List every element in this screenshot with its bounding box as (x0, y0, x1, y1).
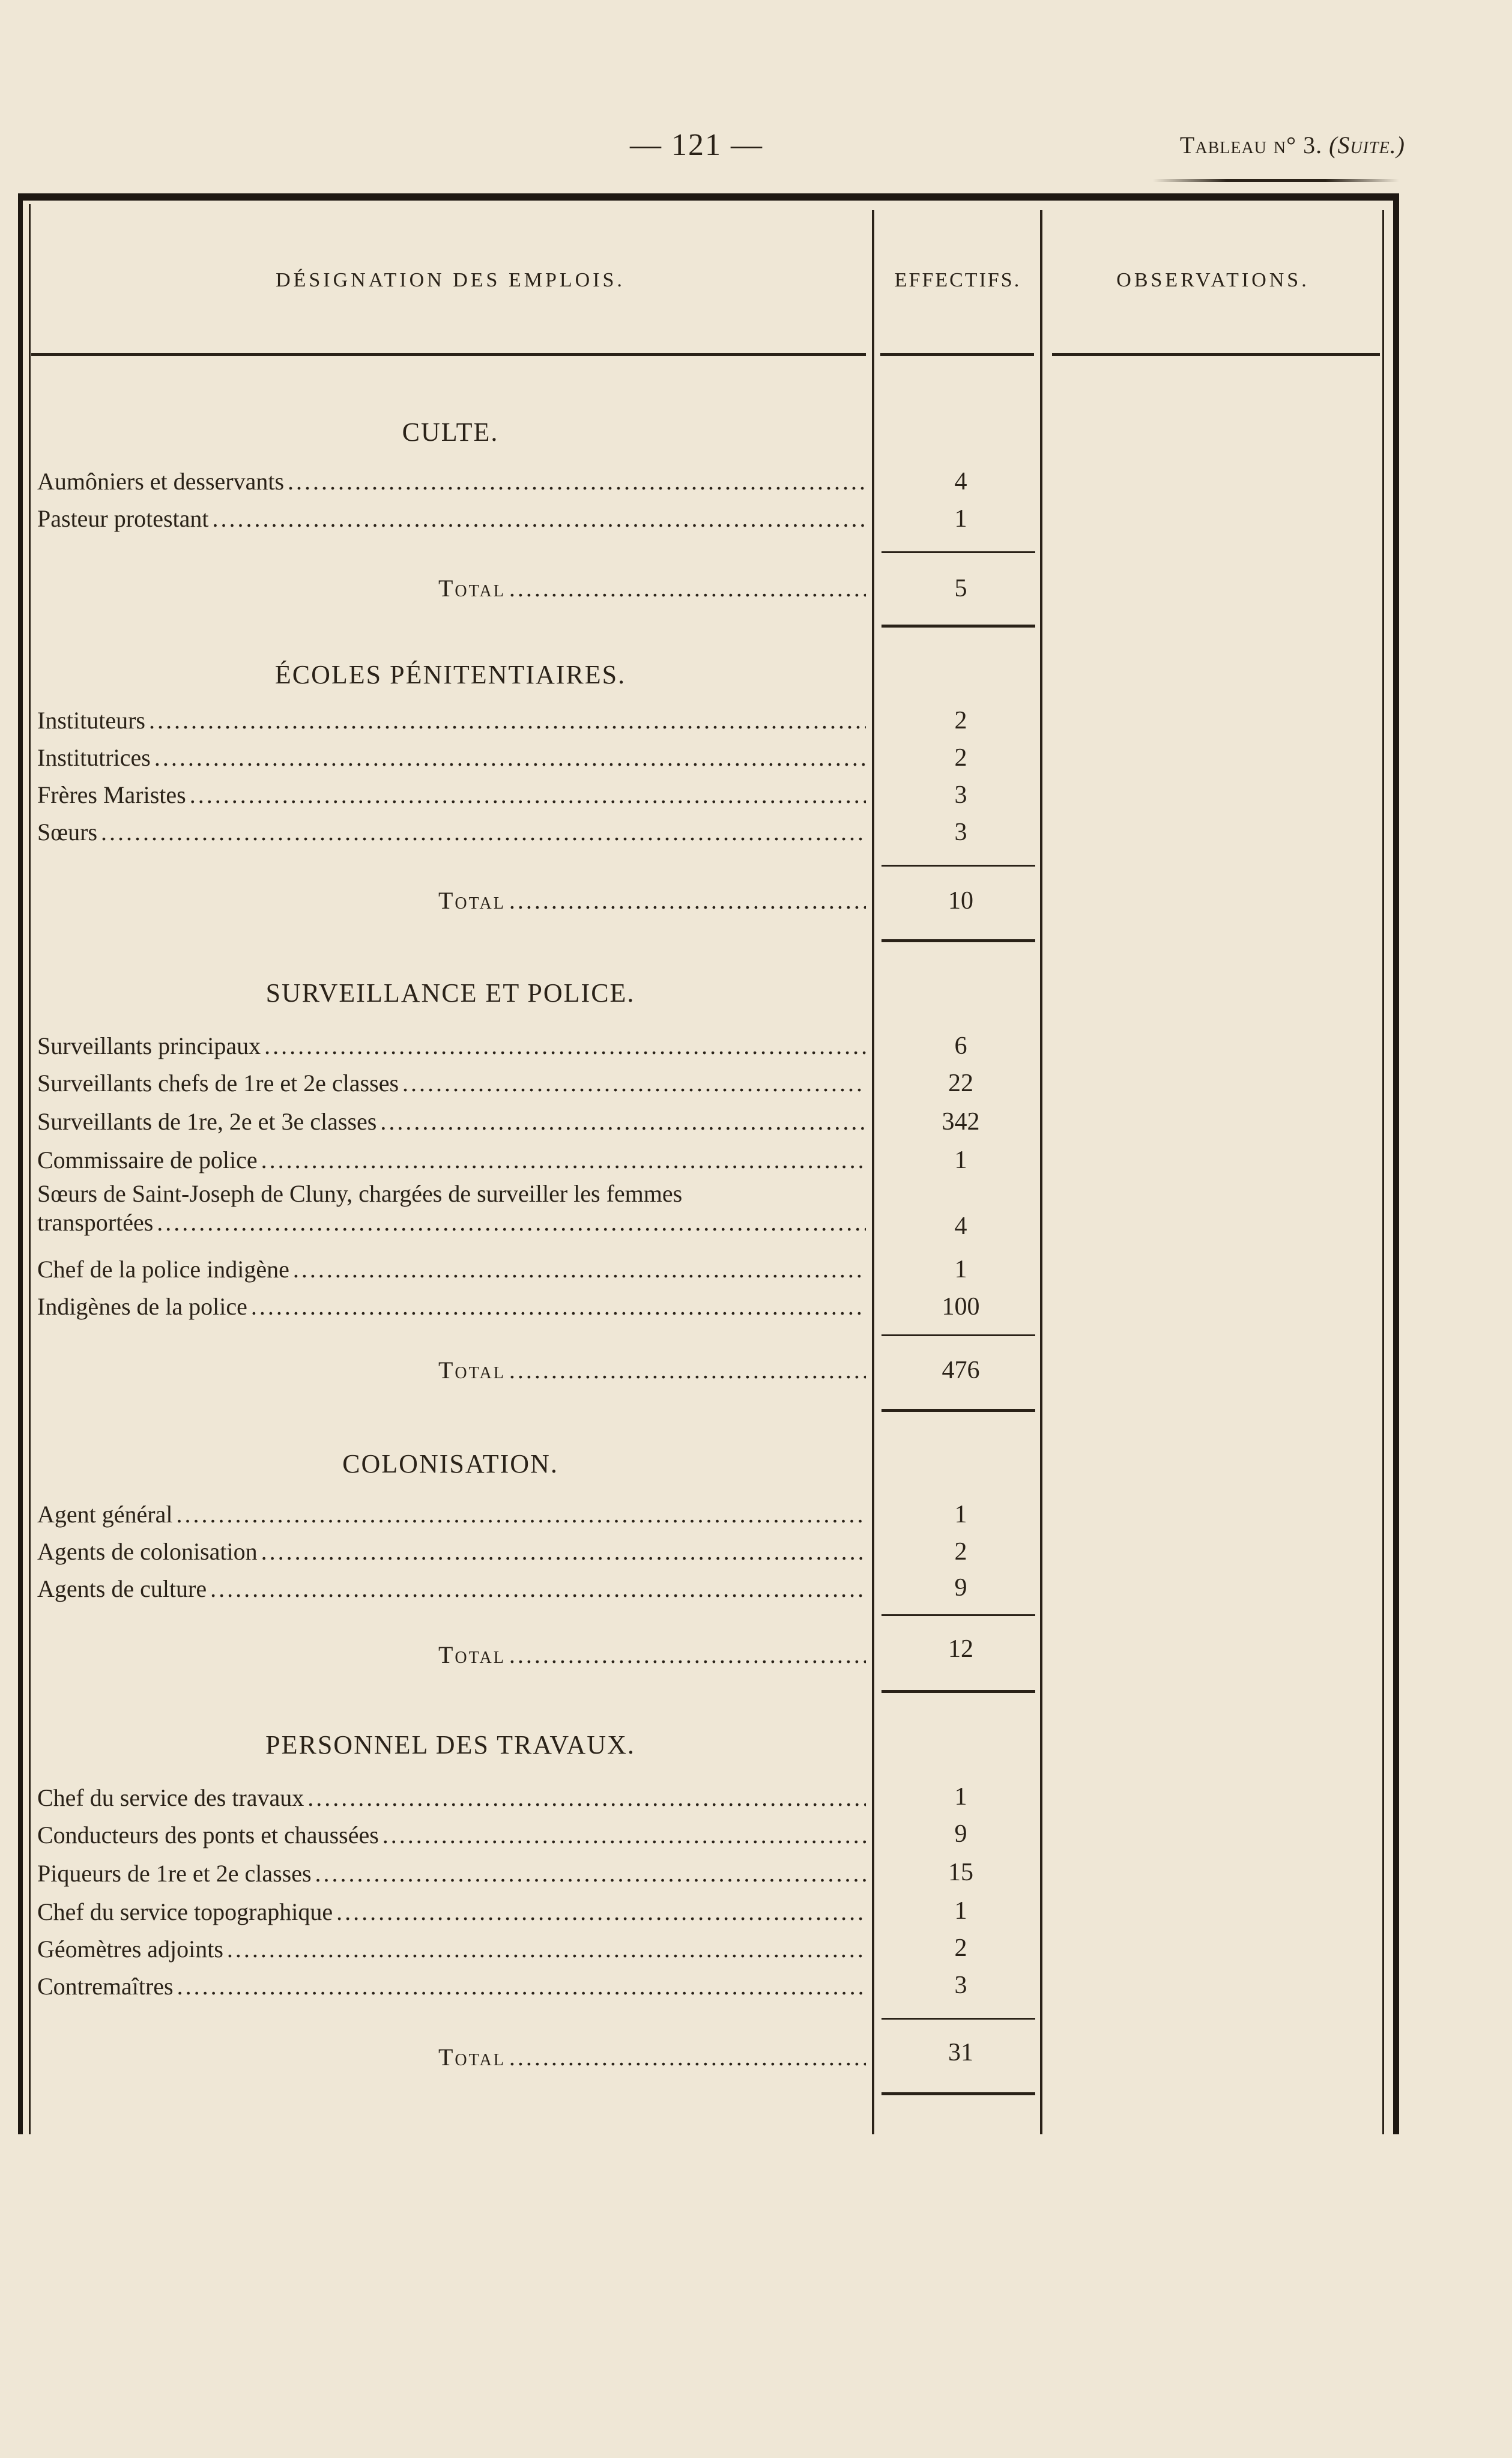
section-rule (881, 939, 1035, 942)
section-rule (881, 2092, 1035, 2095)
row-value: 3 (954, 781, 967, 809)
inner-left-rule (29, 204, 31, 2134)
row-value: 9 (954, 1820, 967, 1848)
table-row (37, 1250, 866, 1284)
row-label: Instituteurs (37, 707, 145, 734)
running-head (1153, 131, 1405, 159)
section-title-colonisation: COLONISATION. (342, 1449, 558, 1479)
row-value: 9 (954, 1574, 967, 1602)
row-label: Indigènes de la police (37, 1293, 247, 1320)
row-value: 1 (954, 505, 967, 533)
row-value: 2 (954, 744, 967, 772)
table-row (37, 1179, 866, 1246)
row-value: 3 (954, 1972, 967, 1999)
total-label: Total (438, 2044, 506, 2071)
row-label: Sœurs de Saint-Joseph de Cluny, chargées de surveiller les femmes (37, 1180, 683, 1207)
row-label: Agent général (37, 1501, 173, 1528)
table-row (37, 1141, 866, 1175)
row-label: Chef du service des travaux (37, 1784, 304, 1811)
table-row (37, 1495, 866, 1529)
total-label: Total (438, 575, 506, 602)
row-label: Institutrices (37, 744, 151, 771)
row-value: 1 (954, 1897, 967, 1925)
head-rule (1153, 179, 1399, 182)
total-label: Total (438, 887, 506, 914)
section-title-travaux: PERSONNEL DES TRAVAUX. (265, 1730, 635, 1760)
column-header-designation: DÉSIGNATION DES EMPLOIS. (276, 269, 625, 291)
table-row (37, 1570, 866, 1603)
row-value: 4 (954, 1212, 967, 1240)
total-value: 12 (948, 1635, 973, 1663)
row-label: Piqueurs de 1re et 2e classes (37, 1860, 312, 1887)
row-value: 3 (954, 819, 967, 846)
row-value: 1 (954, 1146, 967, 1174)
row-value: 6 (954, 1032, 967, 1060)
table-row (37, 739, 866, 772)
column-header-effectifs: EFFECTIFS. (894, 269, 1021, 291)
table-row (37, 1779, 866, 1812)
row-label: Géomètres adjoints (37, 1936, 223, 1963)
table-row (37, 701, 866, 735)
row-value: 4 (954, 468, 967, 495)
table-row (37, 1103, 866, 1136)
row-label-cont: transportées (37, 1209, 154, 1236)
row-value: 2 (954, 1934, 967, 1962)
total-row (438, 2038, 866, 2072)
total-rule (881, 865, 1035, 867)
row-value: 100 (942, 1293, 980, 1321)
row-label: Surveillants de 1re, 2e et 3e classes (37, 1108, 377, 1135)
table-row (37, 1288, 866, 1321)
row-label: Conducteurs des ponts et chaussées (37, 1821, 379, 1848)
table-row (37, 813, 866, 847)
section-rule (881, 1409, 1035, 1412)
running-head-suite: (Suite.) (1329, 132, 1405, 159)
section-rule (881, 625, 1035, 628)
row-value: 1 (954, 1256, 967, 1283)
total-rule (881, 1334, 1035, 1336)
row-label: Surveillants chefs de 1re et 2e classes (37, 1070, 399, 1097)
section-title-surveillance: SURVEILLANCE ET POLICE. (265, 978, 635, 1008)
row-value: 22 (948, 1070, 973, 1097)
table-row (37, 1854, 866, 1888)
table-row (37, 1533, 866, 1566)
row-value: 2 (954, 707, 967, 734)
header-rule-1 (31, 353, 866, 356)
section-title-culte: CULTE. (402, 417, 499, 447)
row-label: Frères Maristes (37, 781, 186, 808)
row-label: Chef du service topographique (37, 1898, 333, 1925)
row-label: Chef de la police indigène (37, 1256, 289, 1283)
row-label: Surveillants principaux (37, 1032, 261, 1059)
column-divider-1 (872, 210, 874, 2134)
row-value: 15 (948, 1859, 973, 1886)
table-row (37, 500, 866, 533)
total-value: 10 (948, 887, 973, 915)
table-row (37, 462, 866, 496)
header-rule-3 (1052, 353, 1380, 356)
page-number: — 121 — (630, 128, 763, 162)
table-row (37, 1816, 866, 1850)
total-value: 31 (948, 2039, 973, 2066)
row-value: 1 (954, 1501, 967, 1528)
table-row (37, 1930, 866, 1964)
table-row (37, 1027, 866, 1061)
row-label: Commissaire de police (37, 1146, 258, 1173)
total-row (438, 569, 866, 603)
section-rule (881, 1690, 1035, 1693)
row-value: 1 (954, 1783, 967, 1811)
section-title-ecoles: ÉCOLES PÉNITENTIAIRES. (274, 660, 626, 689)
total-rule (881, 2018, 1035, 2020)
row-label: Pasteur protestant (37, 505, 209, 532)
row-label: Agents de colonisation (37, 1538, 258, 1565)
table-row (37, 776, 866, 810)
total-row (438, 1351, 866, 1385)
inner-right-rule (1382, 210, 1384, 2134)
running-head-title: Tableau n° 3. (1179, 132, 1323, 159)
row-label: Contremaîtres (37, 1973, 174, 2000)
table-row (37, 1893, 866, 1927)
table-row (37, 1064, 866, 1098)
row-label: Agents de culture (37, 1575, 207, 1602)
total-label: Total (438, 1641, 506, 1668)
total-rule (881, 1614, 1035, 1616)
table-row (37, 1967, 866, 2001)
header-rule-2 (880, 353, 1034, 356)
total-value: 476 (942, 1357, 980, 1384)
total-rule (881, 551, 1035, 553)
row-label: Sœurs (37, 819, 98, 846)
total-label: Total (438, 1357, 506, 1384)
row-value: 2 (954, 1538, 967, 1566)
total-value: 5 (954, 575, 967, 602)
row-label: Aumôniers et desservants (37, 468, 285, 495)
total-row (438, 882, 866, 915)
row-value: 342 (942, 1108, 980, 1136)
column-header-observations: OBSERVATIONS. (1116, 269, 1310, 291)
total-row (438, 1636, 866, 1669)
